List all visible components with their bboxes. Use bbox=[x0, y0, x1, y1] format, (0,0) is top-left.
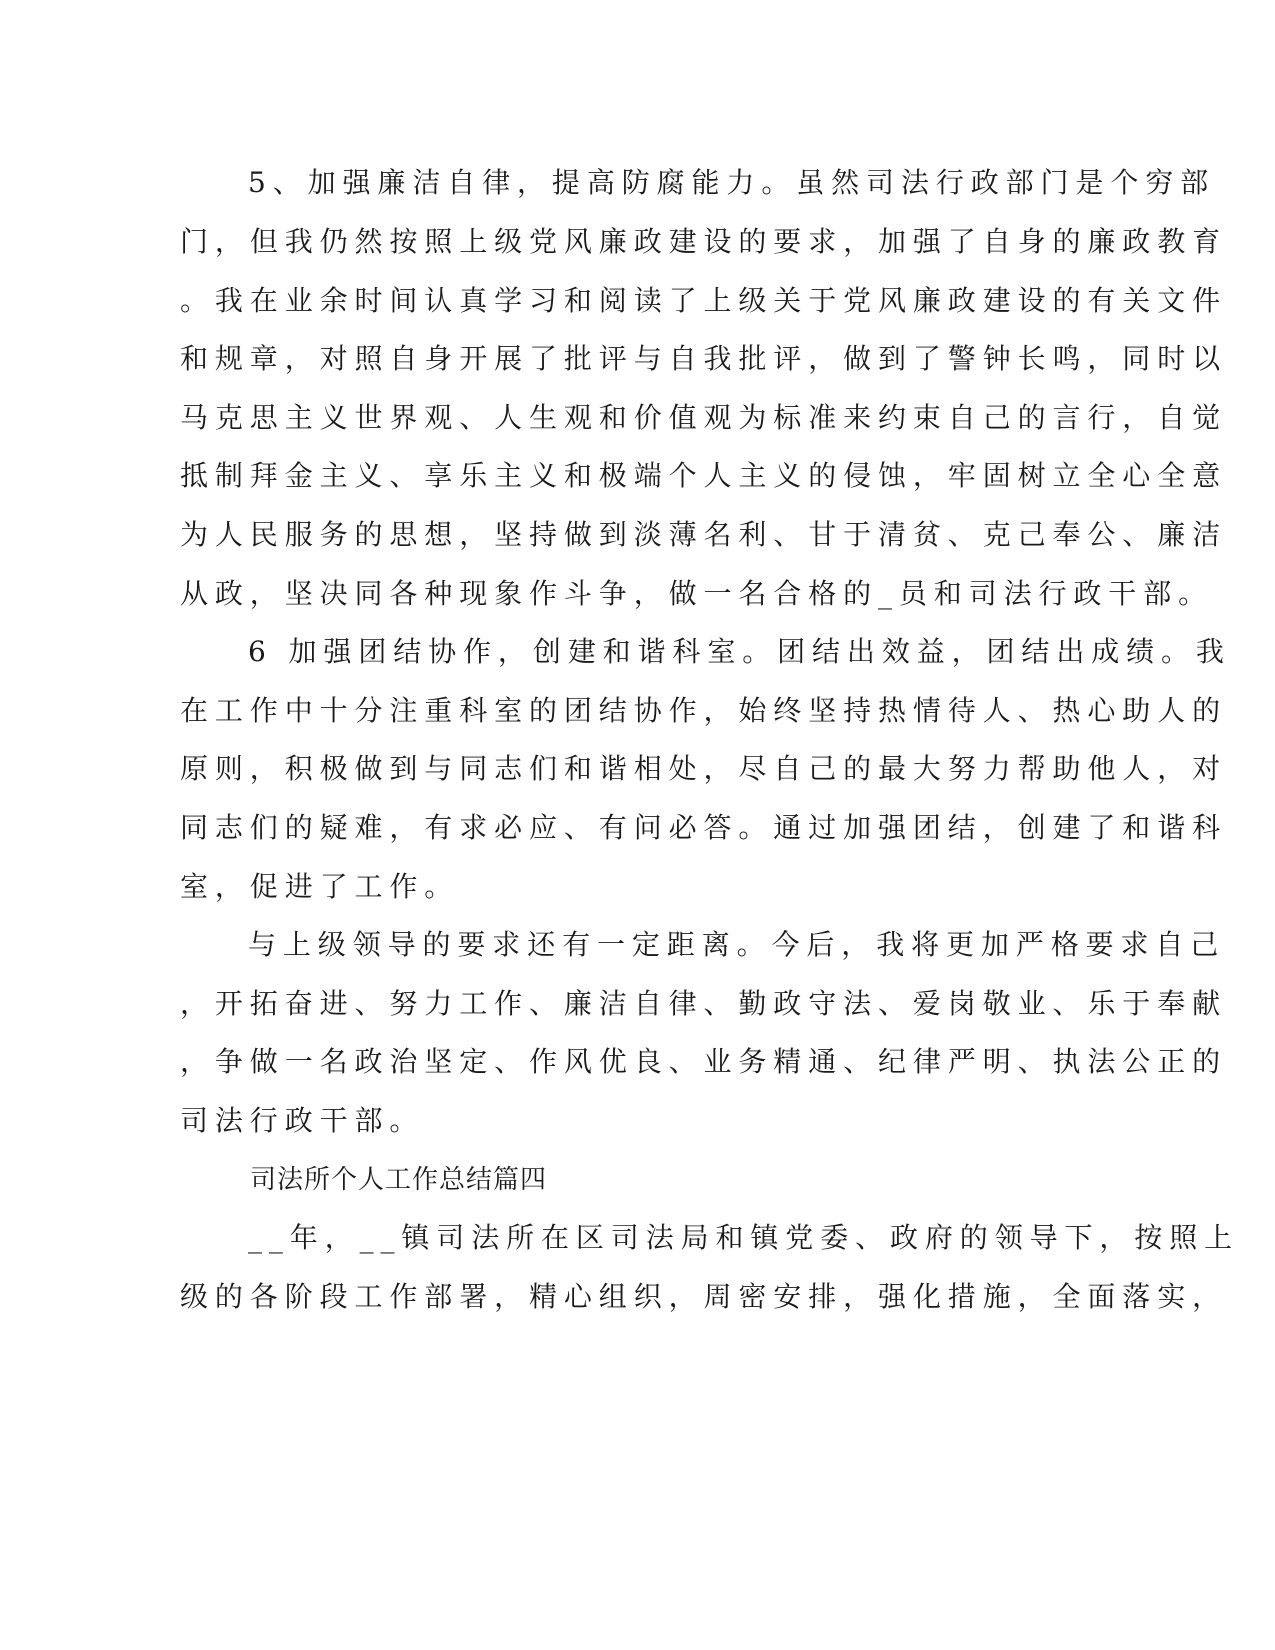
text-line: ，争做一名政治坚定、作风优良、业务精通、纪律严明、执法公正的 bbox=[180, 1045, 1228, 1078]
text-line: 抵制拜金主义、享乐主义和极端个人主义的侵蚀，牢固树立全心全意 bbox=[180, 459, 1228, 492]
text-line: 马克思主义世界观、人生观和价值观为标准来约束自己的言行，自觉 bbox=[180, 401, 1228, 434]
text-line: 在工作中十分注重科室的团结协作，始终坚持热情待人、热心助人的 bbox=[180, 694, 1228, 727]
text-line: 室，促进了工作。 bbox=[180, 870, 460, 903]
text-line: __年，__镇司法所在区司法局和镇党委、政府的领导下，按照上 bbox=[248, 1221, 1240, 1254]
text-line: 级的各阶段工作部署，精心组织，周密安排，强化措施，全面落实， bbox=[180, 1280, 1228, 1313]
text-line: 6 加强团结协作，创建和谐科室。团结出效益，团结出成绩。我 bbox=[248, 635, 1231, 668]
text-line: 和规章，对照自身开展了批评与自我批评，做到了警钟长鸣，同时以 bbox=[180, 342, 1228, 375]
text-line: 。我在业余时间认真学习和阅读了上级关于党风廉政建设的有关文件 bbox=[180, 284, 1228, 317]
text-line: 5、加强廉洁自律，提高防腐能力。虽然司法行政部门是个穷部 bbox=[248, 166, 1216, 199]
text-line: 同志们的疑难，有求必应、有问必答。通过加强团结，创建了和谐科 bbox=[180, 811, 1228, 844]
text-line: ，开拓奋进、努力工作、廉洁自律、勤政守法、爱岗敬业、乐于奉献 bbox=[180, 987, 1228, 1020]
text-line: 司法行政干部。 bbox=[180, 1104, 425, 1137]
text-line: 与上级领导的要求还有一定距离。今后，我将更加严格要求自己 bbox=[248, 928, 1226, 961]
text-line: 为人民服务的思想，坚持做到淡薄名利、甘于清贫、克己奉公、廉洁 bbox=[180, 518, 1228, 551]
section-heading: 司法所个人工作总结篇四 bbox=[250, 1165, 548, 1195]
text-line: 原则，积极做到与同志们和谐相处，尽自己的最大努力帮助他人，对 bbox=[180, 752, 1228, 785]
text-line: 门，但我仍然按照上级党风廉政建设的要求，加强了自身的廉政教育 bbox=[180, 225, 1228, 258]
text-line: 从政，坚决同各种现象作斗争，做一名合格的_员和司法行政干部。 bbox=[180, 577, 1214, 610]
